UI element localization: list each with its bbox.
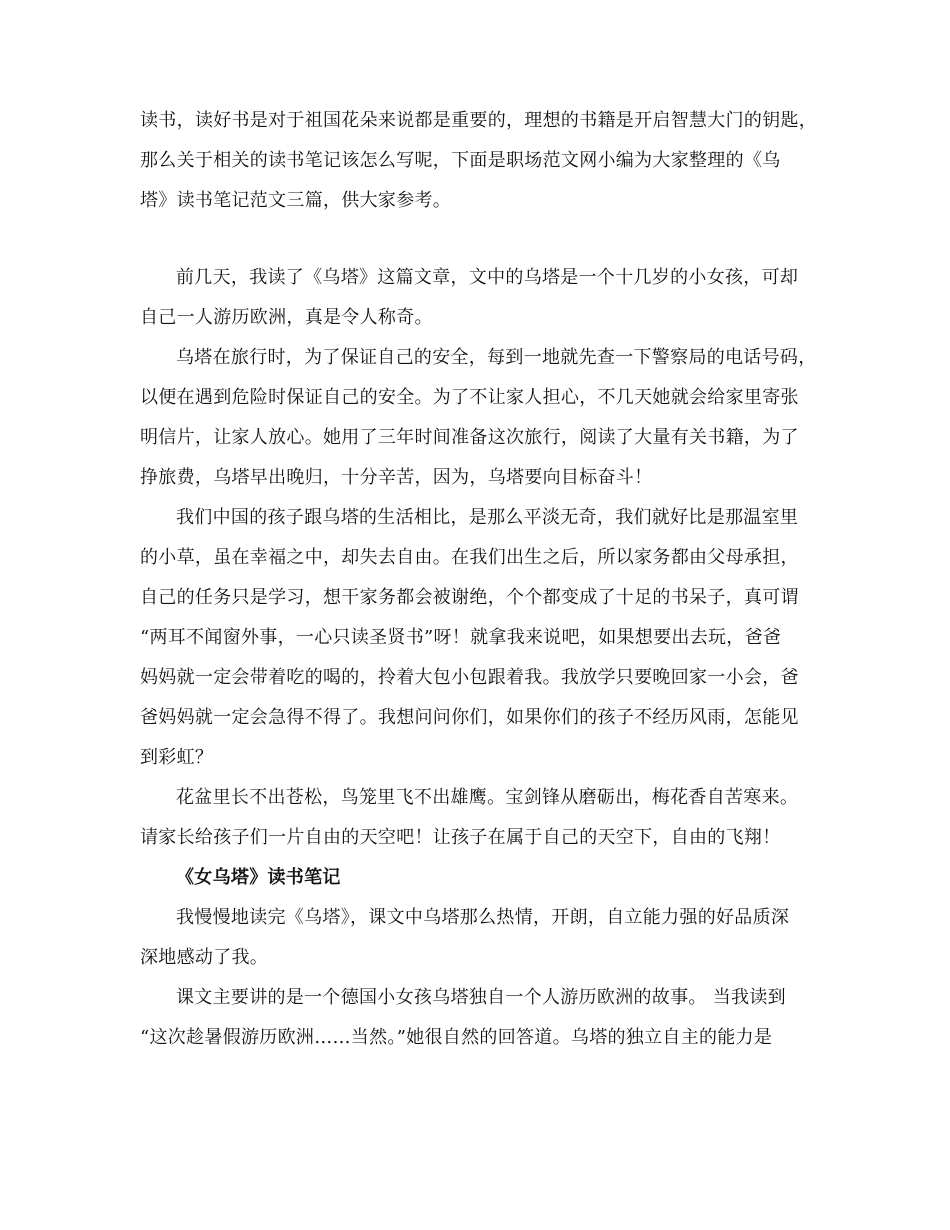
text-line: 我慢慢地读完《乌塔》，课文中乌塔那么热情，开朗，自立能力强的好品质深: [176, 907, 790, 928]
paragraph-2: [140, 338, 820, 498]
text-line: 以便在遇到危险时保证自己的安全。为了不让家人担心，不几天她就会给家里寄张: [140, 387, 799, 408]
article-body: [140, 101, 820, 1058]
text-line: 那么关于相关的读书笔记该怎么写呢，下面是职场范文网小编为大家整理的《乌: [140, 150, 781, 171]
text-line: “两耳不闻窗外事，一心只读圣贤书”呀！就拿我来说吧，如果想要出去玩，爸爸: [140, 627, 782, 648]
text-line: 前几天，我读了《乌塔》这篇文章，文中的乌塔是一个十几岁的小女孩，可却: [176, 267, 799, 288]
text-line: 的小草，虽在幸福之中，却失去自由。在我们出生之后，所以家务都由父母承担，: [140, 547, 799, 568]
text-line: “这次趁暑假游历欧洲……当然。”她很自然的回答道。乌塔的独立自主的能力是: [140, 1027, 773, 1048]
text-line: 明信片，让家人放心。她用了三年时间准备这次旅行，阅读了大量有关书籍，为了: [140, 427, 799, 448]
paragraph-5: [140, 898, 820, 978]
text-line: 乌塔在旅行时，为了保证自己的安全，每到一地就先查一下警察局的电话号码，: [176, 347, 817, 368]
text-line: 读书，读好书是对于祖国花朵来说都是重要的，理想的书籍是开启智慧大门的钥匙，: [140, 110, 818, 131]
text-line: 请家长给孩子们一片自由的天空吧！让孩子在属于自己的天空下，自由的飞翔！: [140, 827, 781, 848]
intro-paragraph: [140, 101, 820, 221]
text-line: 我们中国的孩子跟乌塔的生活相比，是那么平淡无奇，我们就好比是那温室里: [176, 507, 799, 528]
text-line: 妈妈就一定会带着吃的喝的，拎着大包小包跟着我。我放学只要晚回家一小会，爸: [140, 667, 799, 688]
text-line: 到彩虹？: [140, 747, 214, 768]
section-heading: 《女乌塔》读书笔记: [176, 867, 341, 888]
paragraph-4: [140, 778, 820, 858]
text-line: 挣旅费，乌塔早出晚归，十分辛苦，因为，乌塔要向目标奋斗！: [140, 467, 653, 488]
text-line: 课文主要讲的是一个德国小女孩乌塔独自一个人游历欧洲的故事。 当我读到: [176, 987, 786, 1008]
text-line: 自己一人游历欧洲，真是令人称奇。: [140, 307, 433, 328]
text-line: 自己的任务只是学习，想干家务都会被谢绝，个个都变成了十足的书呆子，真可谓: [140, 587, 799, 608]
paragraph-3: [140, 498, 820, 778]
text-line: 花盆里长不出苍松，鸟笼里飞不出雄鹰。宝剑锋从磨砺出，梅花香自苦寒来。: [176, 787, 799, 808]
paragraph-6: [140, 978, 820, 1058]
text-line: 深地感动了我。: [140, 947, 269, 968]
paragraph-gap: [140, 221, 820, 258]
text-line: 塔》读书笔记范文三篇，供大家参考。: [140, 190, 452, 211]
text-line: 爸妈妈就一定会急得不得了。我想问问你们，如果你们的孩子不经历风雨，怎能见: [140, 707, 799, 728]
paragraph-1: [140, 258, 820, 338]
